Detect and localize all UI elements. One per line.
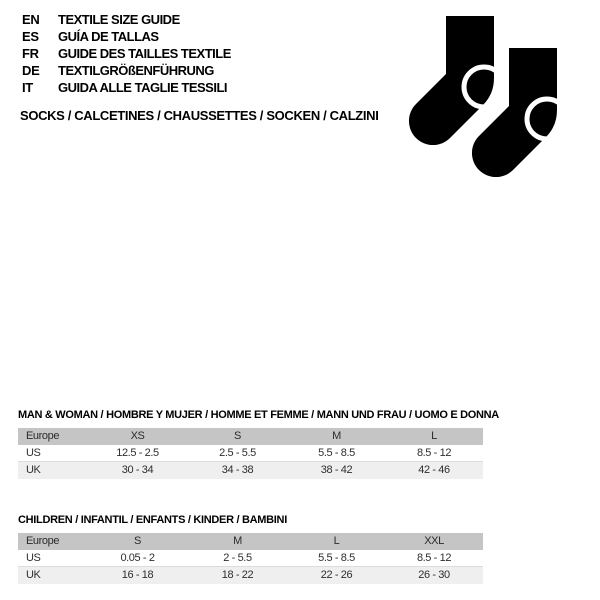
size-cell: 8.5 - 12 (416, 447, 452, 459)
size-cell: 26 - 30 (418, 569, 450, 581)
region-cell: UK (26, 569, 41, 581)
size-cell: 30 - 34 (121, 464, 154, 476)
column-header-europe: Europe (26, 430, 60, 442)
size-cell: 42 - 46 (418, 464, 450, 476)
table-header-row (18, 533, 483, 550)
column-header-size: XXL (424, 535, 444, 547)
column-header-size: L (431, 430, 437, 442)
column-header-size: M (332, 430, 341, 442)
language-code: DE (22, 63, 40, 78)
table-row-us (18, 550, 483, 567)
table-header-row (18, 428, 483, 445)
language-title: GUIDA ALLE TAGLIE TESSILI (58, 80, 228, 95)
column-header-size: L (333, 535, 340, 547)
language-row-it (22, 79, 231, 96)
children-table-title: CHILDREN / INFANTIL / ENFANTS / KINDER / BAMBINI (18, 514, 287, 526)
size-cell: 2.5 - 5.5 (219, 447, 256, 459)
man-woman-table-title: MAN & WOMAN / HOMBRE Y MUJER / HOMME ET FEMME / MANN UND FRAU / UOMO E DONNA (18, 409, 499, 421)
language-row-de (22, 62, 231, 79)
language-code: EN (22, 12, 40, 27)
children-size-table (18, 533, 483, 584)
man-woman-size-table (18, 428, 483, 479)
size-cell: 2 - 5.5 (223, 552, 252, 564)
column-header-size: S (234, 430, 241, 442)
size-cell: 16 - 18 (121, 569, 154, 581)
language-title: TEXTILE SIZE GUIDE (58, 12, 180, 27)
language-title: GUIDE DES TAILLES TEXTILE (58, 46, 231, 61)
socks-icon (402, 8, 560, 203)
language-row-en (22, 11, 231, 28)
size-cell: 5.5 - 8.5 (318, 447, 355, 459)
size-cell: 8.5 - 12 (416, 552, 452, 564)
language-guide-list (22, 11, 231, 96)
size-cell: 12.5 - 2.5 (116, 447, 159, 459)
column-header-size: XS (130, 430, 145, 442)
size-cell: 34 - 38 (221, 464, 254, 476)
region-cell: UK (26, 464, 41, 476)
column-header-europe: Europe (26, 535, 60, 547)
column-header-size: S (134, 535, 141, 547)
language-code: FR (22, 46, 39, 61)
table-row-uk (18, 567, 483, 584)
region-cell: US (26, 552, 41, 564)
language-code: ES (22, 29, 39, 44)
category-line: SOCKS / CALCETINES / CHAUSSETTES / SOCKEN / CALZINI (20, 108, 379, 123)
table-row-uk (18, 462, 483, 479)
language-code: IT (22, 80, 33, 95)
region-cell: US (26, 447, 41, 459)
language-row-fr (22, 45, 231, 62)
size-cell: 5.5 - 8.5 (318, 552, 355, 564)
size-cell: 0.05 - 2 (120, 552, 155, 564)
language-title: GUÍA DE TALLAS (58, 29, 159, 44)
size-cell: 38 - 42 (320, 464, 353, 476)
size-cell: 18 - 22 (221, 569, 254, 581)
table-row-us (18, 445, 483, 462)
size-cell: 22 - 26 (320, 569, 353, 581)
language-row-es (22, 28, 231, 45)
column-header-size: M (233, 535, 242, 547)
language-title: TEXTILGRÖßENFÜHRUNG (58, 63, 214, 78)
